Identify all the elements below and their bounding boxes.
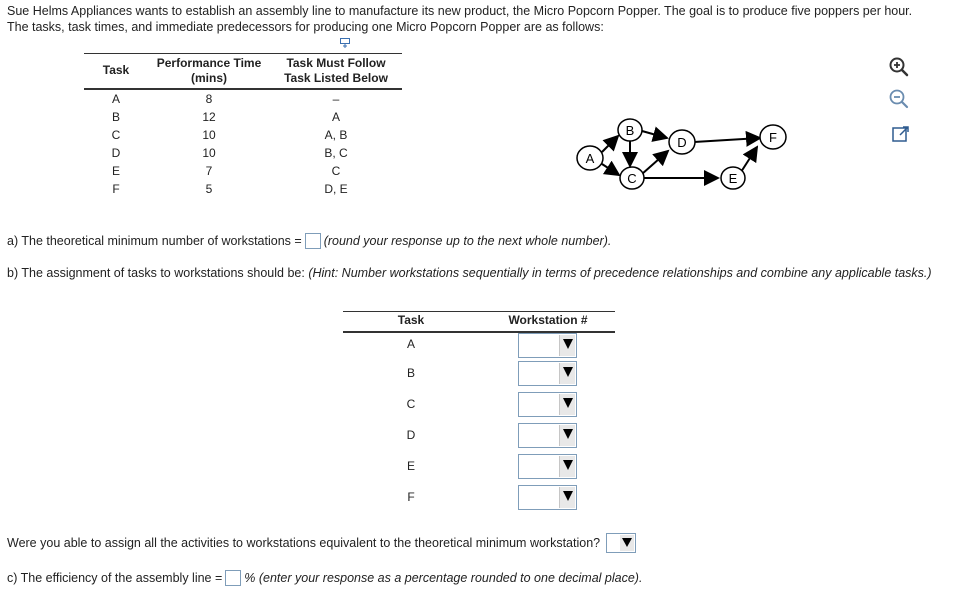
svg-text:D: D bbox=[677, 135, 687, 150]
node-b bbox=[618, 119, 642, 141]
question-a-text: a) The theoretical minimum number of workstations = bbox=[7, 234, 302, 248]
chevron-down-icon bbox=[563, 429, 573, 439]
header-time-line1: Performance Time bbox=[156, 56, 262, 70]
task-cell: E bbox=[406, 459, 415, 473]
node-e bbox=[721, 167, 745, 189]
question-b-hint: (Hint: Number workstations sequentially in terms of precedence relationships and combine any applicable tasks.) bbox=[308, 266, 932, 280]
intro-line-2: The tasks, task times, and immediate predecessors for producing one Micro Popcorn Popper are as follows: bbox=[7, 20, 604, 34]
task-cell: F bbox=[112, 182, 120, 196]
task-cell: D bbox=[406, 428, 416, 442]
question-c-text: c) The efficiency of the assembly line = bbox=[7, 571, 223, 585]
task-cell: A bbox=[111, 92, 120, 106]
follow-cell: A bbox=[331, 110, 340, 124]
follow-cell: – bbox=[332, 92, 340, 106]
svg-text:F: F bbox=[769, 130, 777, 145]
time-cell: 10 bbox=[202, 146, 216, 160]
svg-text:E: E bbox=[728, 171, 738, 186]
task-cell: C bbox=[111, 128, 121, 142]
svg-text:B: B bbox=[625, 123, 635, 138]
workstation-select-a[interactable] bbox=[518, 333, 577, 358]
precedence-diagram bbox=[560, 108, 800, 198]
problem-intro bbox=[7, 3, 957, 35]
question-a bbox=[7, 233, 611, 249]
chevron-down-icon bbox=[563, 460, 573, 470]
time-cell: 10 bbox=[202, 128, 216, 142]
copy-icon[interactable] bbox=[340, 38, 352, 49]
task-cell: F bbox=[407, 490, 415, 504]
question-a-hint: (round your response up to the next whole number). bbox=[323, 234, 612, 248]
task-cell: C bbox=[406, 397, 416, 411]
header-follow-line1: Task Must Follow bbox=[286, 56, 386, 70]
question-assign-all bbox=[7, 533, 636, 553]
edge-e-f bbox=[741, 147, 757, 172]
header-task: Task bbox=[397, 313, 425, 327]
efficiency-input[interactable] bbox=[225, 570, 241, 586]
table-rule-top bbox=[84, 53, 402, 54]
chevron-down-icon bbox=[563, 398, 573, 408]
workstation-select-b[interactable] bbox=[518, 361, 577, 386]
zoom-out-icon[interactable] bbox=[888, 88, 910, 110]
assign-all-select[interactable] bbox=[606, 533, 636, 553]
chevron-down-icon bbox=[563, 491, 573, 501]
node-c bbox=[620, 167, 644, 189]
question-c bbox=[7, 570, 642, 586]
intro-line-1: Sue Helms Appliances wants to establish an assembly line to manufacture its new product, the Micro Popcorn Popper. The goal is to produce five poppers per hour. bbox=[7, 4, 913, 18]
task-cell: E bbox=[111, 164, 120, 178]
edge-b-d bbox=[642, 131, 667, 138]
question-b bbox=[7, 265, 952, 281]
workstation-select-c[interactable] bbox=[518, 392, 577, 417]
svg-text:C: C bbox=[627, 171, 637, 186]
task-cell: A bbox=[406, 337, 415, 351]
edge-d-f bbox=[694, 138, 760, 142]
workstation-select-e[interactable] bbox=[518, 454, 577, 479]
zoom-in-icon[interactable] bbox=[888, 56, 910, 78]
chevron-down-icon bbox=[563, 339, 573, 349]
question-assign-all-text: Were you able to assign all the activities to workstations equivalent to the theoretical minimum workstation? bbox=[7, 536, 601, 550]
edge-a-b bbox=[602, 136, 618, 152]
time-cell: 7 bbox=[205, 164, 213, 178]
header-workstation: Workstation # bbox=[508, 313, 588, 327]
header-time bbox=[148, 56, 270, 86]
time-cell: 12 bbox=[202, 110, 216, 124]
follow-cell: D, E bbox=[324, 182, 348, 196]
svg-text:A: A bbox=[585, 151, 595, 166]
header-task: Task bbox=[102, 63, 130, 77]
workstation-select-d[interactable] bbox=[518, 423, 577, 448]
follow-cell: B, C bbox=[324, 146, 348, 160]
task-cell: D bbox=[111, 146, 121, 160]
question-c-suffix: % (enter your response as a percentage rounded to one decimal place). bbox=[244, 571, 643, 585]
header-follow bbox=[270, 56, 402, 86]
node-a bbox=[577, 146, 603, 170]
edge-a-c bbox=[602, 164, 619, 175]
min-workstations-input[interactable] bbox=[305, 233, 321, 249]
time-cell: 5 bbox=[205, 182, 213, 196]
task-cell: B bbox=[406, 366, 415, 380]
edge-c-d bbox=[642, 151, 668, 174]
question-b-text: b) The assignment of tasks to workstations should be: bbox=[7, 266, 305, 280]
open-external-icon[interactable] bbox=[890, 123, 912, 145]
node-d bbox=[669, 130, 695, 154]
table-rule-top bbox=[343, 311, 615, 312]
chevron-down-icon bbox=[622, 538, 632, 547]
follow-cell: C bbox=[331, 164, 341, 178]
chevron-down-icon bbox=[563, 367, 573, 377]
header-time-line2: (mins) bbox=[191, 71, 227, 85]
node-f bbox=[760, 125, 786, 149]
follow-cell: A, B bbox=[324, 128, 348, 142]
workstation-select-f[interactable] bbox=[518, 485, 577, 510]
task-cell: B bbox=[111, 110, 120, 124]
header-follow-line2: Task Listed Below bbox=[284, 71, 388, 85]
time-cell: 8 bbox=[205, 92, 213, 106]
